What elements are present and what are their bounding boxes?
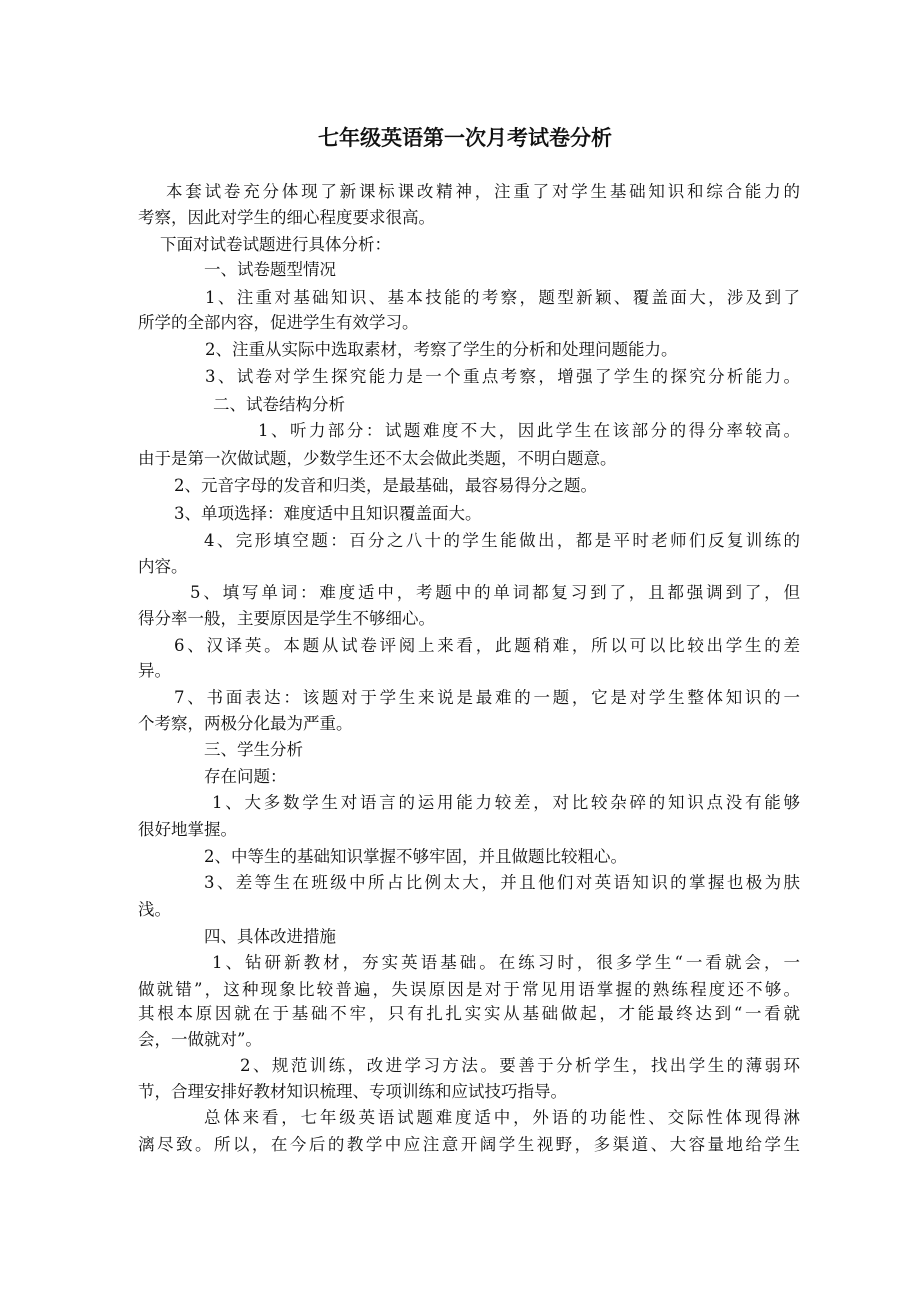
- paragraph-line: 下面对试卷试题进行具体分析：: [160, 235, 391, 254]
- paragraph-line: 得分率一般，主要原因是学生不够细心。: [138, 609, 435, 628]
- paragraph-line: 个考察，两极分化最为严重。: [138, 714, 353, 733]
- paragraph-line: 考察，因此对学生的细心程度要求很高。: [138, 208, 435, 227]
- paragraph-line: 3、差等生在班级中所占比例太大，并且他们对英语知识的掌握也极为肤: [204, 873, 800, 892]
- paragraph-line: 浅。: [138, 900, 171, 919]
- paragraph-line: 3、单项选择：难度适中且知识覆盖面大。: [174, 504, 482, 523]
- paragraph-line: 1、注重对基础知识、基本技能的考察，题型新颖、覆盖面大，涉及到了: [205, 288, 800, 307]
- section-heading: 一、试卷题型情况: [204, 260, 336, 279]
- paragraph-line: 1、钻研新教材，夯实英语基础。在练习时，很多学生“一看就会，一: [212, 953, 800, 972]
- paragraph-line: 3、试卷对学生探究能力是一个重点考察，增强了学生的探究分析能力。: [205, 367, 800, 386]
- paragraph-line: 2、中等生的基础知识掌握不够牢固，并且做题比较粗心。: [204, 847, 627, 866]
- paragraph-line: 2、注重从实际中选取素材，考察了学生的分析和处理问题能力。: [205, 340, 678, 359]
- paragraph-line: 节，合理安排好教材知识梳理、专项训练和应试技巧指导。: [138, 1082, 567, 1101]
- document-title: 七年级英语第一次月考试卷分析: [318, 125, 612, 150]
- paragraph-line: 1、听力部分：试题难度不大，因此学生在该部分的得分率较高。: [258, 421, 800, 440]
- section-heading: 四、具体改进措施: [204, 927, 336, 946]
- paragraph-line: 内容。: [138, 557, 188, 576]
- paragraph-line: 由于是第一次做试题，少数学生还不太会做此类题，不明白题意。: [138, 449, 617, 468]
- paragraph-line: 5、填写单词：难度适中，考题中的单词都复习到了，且都强调到了，但: [190, 583, 800, 602]
- paragraph-line: 2、元音字母的发音和归类，是最基础，最容易得分之题。: [174, 476, 597, 495]
- paragraph-line: 4、完形填空题：百分之八十的学生能做出，都是平时老师们反复训练的: [204, 531, 800, 550]
- paragraph-line: 总体来看，七年级英语试题难度适中，外语的功能性、交际性体现得淋: [204, 1108, 800, 1127]
- paragraph-line: 2、规范训练，改进学习方法。要善于分析学生，找出学生的薄弱环: [240, 1056, 800, 1075]
- paragraph-line: 6、汉译英。本题从试卷评阅上来看，此题稍难，所以可以比较出学生的差: [174, 636, 800, 655]
- paragraph-line: 所学的全部内容，促进学生有效学习。: [138, 313, 419, 332]
- paragraph-line: 会，一做就对”。: [138, 1030, 262, 1049]
- paragraph-line: 很好地掌握。: [138, 820, 237, 839]
- paragraph-line: 做就错”，这种现象比较普遍，失误原因是对于常见用语掌握的熟练程度还不够。: [138, 980, 800, 999]
- paragraph-line: 1、大多数学生对语言的运用能力较差，对比较杂碎的知识点没有能够: [212, 793, 800, 812]
- paragraph-line: 存在问题：: [204, 767, 287, 786]
- section-heading: 三、学生分析: [204, 740, 303, 759]
- paragraph-line: 异。: [138, 661, 171, 680]
- paragraph-line: 漓尽致。所以，在今后的教学中应注意开阔学生视野，多渠道、大容量地给学生: [138, 1135, 800, 1154]
- paragraph-line: 本套试卷充分体现了新课标课改精神，注重了对学生基础知识和综合能力的: [166, 182, 800, 201]
- section-heading: 二、试卷结构分析: [213, 395, 345, 414]
- paragraph-line: 其根本原因就在于基础不牢，只有扎扎实实从基础做起，才能最终达到“一看就: [138, 1004, 800, 1023]
- paragraph-line: 7、书面表达：该题对于学生来说是最难的一题，它是对学生整体知识的一: [174, 688, 800, 707]
